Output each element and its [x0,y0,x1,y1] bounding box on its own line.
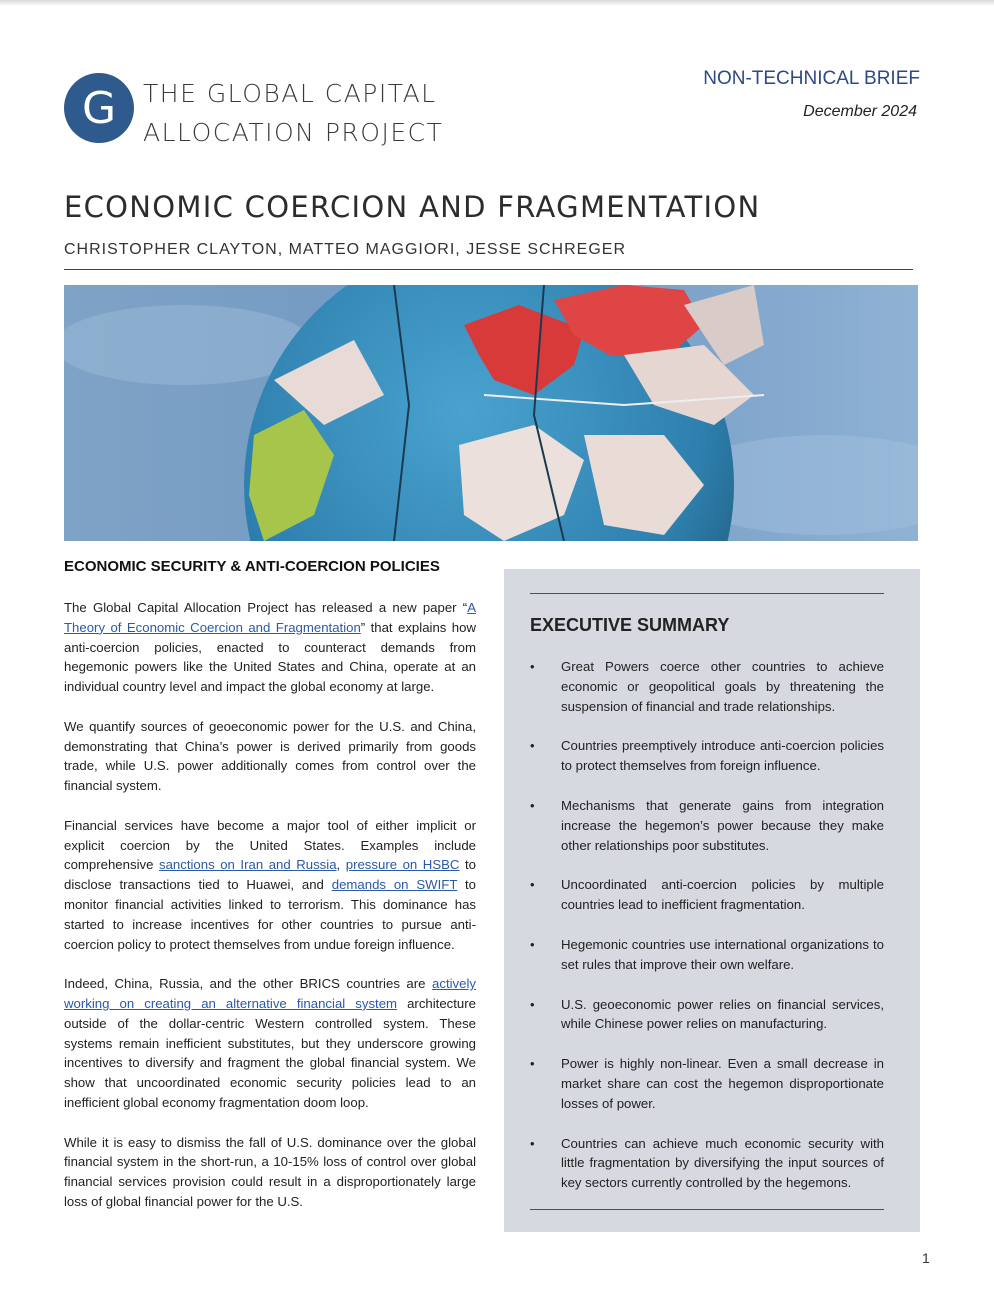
summary-item [530,657,884,716]
body-paragraph-4 [64,974,476,1113]
summary-title: EXECUTIVE SUMMARY [530,615,730,635]
summary-item [530,1054,884,1113]
sanctions-link[interactable]: sanctions on Iran and Russia [158,857,337,873]
bullet-icon: • [530,936,535,952]
body-paragraph-2: We quantify sources of geoeconomic power for the U.S. and China, demonstrating that China’s power is derived primarily from goods trade, while U.S. power additionally comes from control over the financial system. [64,718,476,794]
globe-illustration [64,285,918,541]
summary-item [530,796,884,855]
summary-item [530,875,884,915]
p3-text-c: to disclose transactions tied to Huawei, and [64,857,476,893]
org-name-line2: ALLOCATION PROJECT [143,118,444,147]
summary-item-text: Countries can achieve much economic security with little fragmentation by diversifying the input sources of key sectors currently controlled by the hegemons. [561,1135,884,1191]
org-name [143,74,443,152]
swift-link[interactable]: demands on SWIFT [331,877,458,893]
p1-text-a: The Global Capital Allocation Project has released a new paper “ [64,600,468,615]
bullet-icon: • [530,797,535,813]
summary-item-text: Mechanisms that generate gains from integration increase the hegemon’s power because they make other relationships poor substitutes. [561,797,884,853]
summary-item [530,935,884,975]
title-divider [64,269,913,270]
summary-item [530,1134,884,1193]
summary-item-text: Uncoordinated anti-coercion policies by multiple countries lead to inefficient fragmentation. [561,877,884,913]
p3-text-b: , [336,857,346,873]
bullet-icon: • [530,659,535,674]
summary-item [530,736,884,776]
alternative-system-link[interactable]: actively working on creating an alternative financial system [64,976,476,1011]
top-shadow [0,0,994,6]
bullet-icon: • [530,877,535,893]
bullet-icon: • [530,996,535,1012]
gcap-logo [64,73,134,143]
paper-link[interactable]: A Theory of Economic Coercion and Fragmentation [64,600,476,635]
body-paragraph-5: While it is easy to dismiss the fall of U.S. dominance over the global financial system in the short-run, a 10-15% loss of control over global financial services provision could result in a disproportionately large loss of global financial power for the U.S. [64,1134,476,1209]
brief-type: NON-TECHNICAL BRIEF [703,68,920,89]
page-title: ECONOMIC COERCION AND FRAGMENTATION [64,190,761,224]
bullet-icon: • [530,1135,535,1151]
executive-summary-box [504,569,920,1232]
p3-text-a: Financial services have become a major tool of either implicit or explicit coercion by the United States. Examples include comprehensive [64,817,476,873]
summary-item-text: Great Powers coerce other countries to achieve economic or geopolitical goals by threatening the suspension of financial and trade relationships. [561,659,884,714]
logo-letter: G [81,82,117,134]
section-heading: ECONOMIC SECURITY & ANTI-COERCION POLICIES [64,558,440,575]
hsbc-link[interactable]: pressure on HSBC [345,857,460,873]
p4-text-b: architecture outside of the dollar-centric Western controlled system. These systems remain inefficient substitutes, but they underscore growing incentives to diversify and fragment the global financial system. We show that uncoordinated economic security policies lead to an inefficient global economy fragmentation doom loop. [64,995,476,1110]
p3-text-d: to monitor financial activities linked to terrorism. This dominance has started to increase incentives for other countries to pursue anti-coercion policy to protect themselves from undue foreign influence. [64,877,477,952]
summary-item [530,995,884,1035]
page-number: 1 [922,1250,930,1266]
body-paragraph-1 [64,598,476,697]
authors: CHRISTOPHER CLAYTON, MATTEO MAGGIORI, JESSE SCHREGER [64,241,626,258]
bullet-icon: • [530,1056,535,1072]
summary-item-text: Countries preemptively introduce anti-coercion policies to protect themselves from foreign influence. [561,738,884,774]
p1-text-b: ” that explains how anti-coercion policies, enacted to counteract demands from hegemonic powers like the United States and China, operate at an individual country level and impact the global economy at large. [64,619,476,695]
summary-item-text: Power is highly non-linear. Even a small decrease in market share can cost the hegemon disproportionate losses of power. [561,1056,884,1111]
summary-item-text: Hegemonic countries use international organizations to set rules that improve their own welfare. [561,936,884,972]
cracked-globe-image [64,285,918,541]
brief-date: December 2024 [803,103,917,120]
summary-item-text: U.S. geoeconomic power relies on financial services, while Chinese power relies on manufacturing. [561,996,884,1032]
summary-list [530,657,884,1193]
bullet-icon: • [530,738,535,754]
summary-bottom-rule [530,1209,884,1210]
summary-top-rule [530,593,884,594]
body-paragraph-3 [64,816,476,955]
body-column [64,598,476,1232]
p4-text-a: Indeed, China, Russia, and the other BRICS countries are [64,976,433,992]
org-name-line1: THE GLOBAL CAPITAL [143,79,437,108]
